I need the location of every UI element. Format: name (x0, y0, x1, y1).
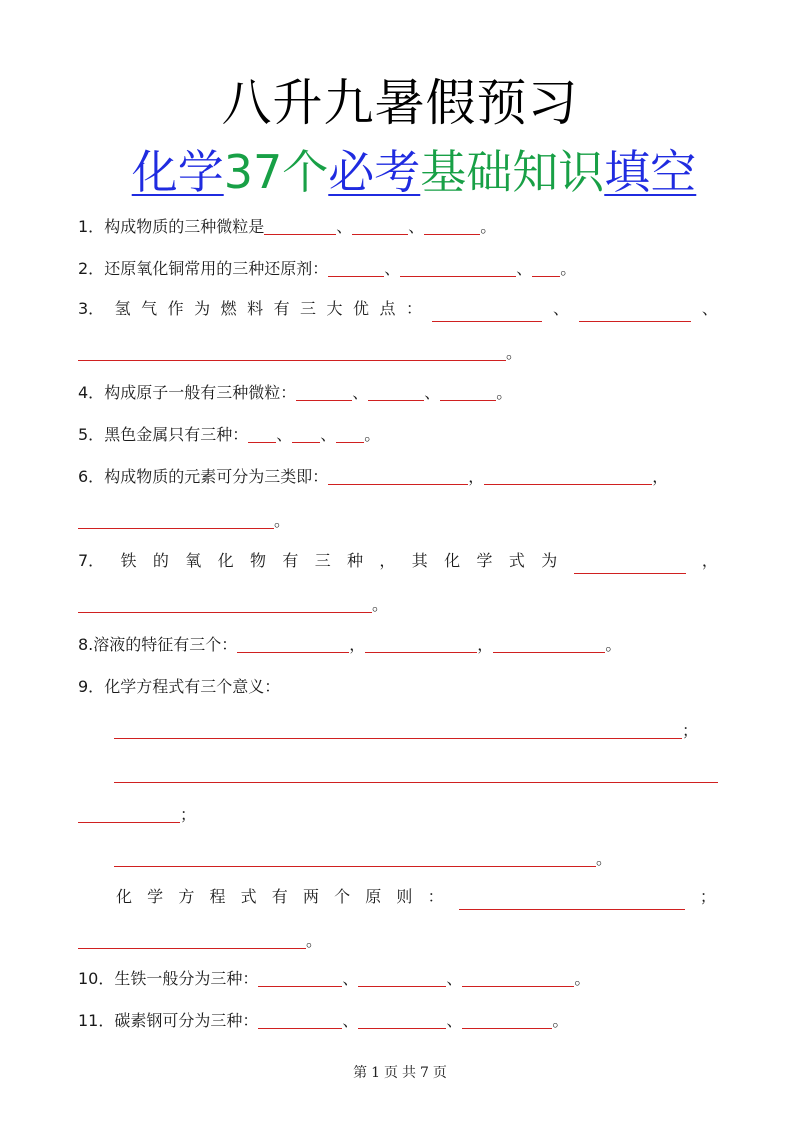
separator: 、 (446, 969, 463, 988)
subtitle-part-2: 37 (223, 145, 283, 199)
question-7-continued (78, 592, 718, 618)
question-3-continued (78, 340, 718, 366)
answer-blank[interactable] (365, 636, 477, 653)
question-word: 三 (300, 299, 317, 318)
separator: 、 (446, 1011, 463, 1030)
question-word: 其 (411, 551, 428, 570)
question-9-meaning-1 (114, 718, 754, 744)
question-word: 化 (217, 551, 234, 570)
period: 。 (552, 1011, 569, 1030)
period: 。 (274, 511, 291, 530)
question-word: 个 (334, 887, 351, 906)
question-3 (78, 296, 718, 322)
period: 。 (574, 969, 591, 988)
question-text: 生铁一般分为三种： (114, 969, 259, 988)
separator: ， (468, 467, 485, 486)
answer-blank[interactable] (78, 512, 274, 529)
separator: 、 (342, 1011, 359, 1030)
question-word: 点 (379, 299, 396, 318)
question-text: 构成原子一般有三种微粒： (104, 383, 297, 402)
separator: ； (699, 887, 716, 906)
question-word: 的 (152, 551, 169, 570)
question-9-meaning-3 (114, 846, 754, 872)
answer-blank[interactable] (258, 1012, 342, 1029)
question-5 (78, 422, 718, 448)
answer-blank[interactable] (237, 636, 349, 653)
question-text: 构成物质的三种微粒是 (104, 217, 265, 236)
question-word: ： (427, 887, 444, 906)
question-word: 有 (273, 299, 290, 318)
answer-blank[interactable] (484, 468, 652, 485)
answer-blank[interactable] (400, 260, 516, 277)
question-6-continued (78, 508, 718, 534)
question-word: 原 (365, 887, 382, 906)
total-pages: 7 (420, 1065, 429, 1081)
current-page-number: 1 (371, 1065, 380, 1081)
question-2 (78, 256, 718, 282)
answer-blank[interactable] (114, 850, 596, 867)
separator: ； (180, 805, 197, 824)
answer-blank[interactable] (358, 1012, 446, 1029)
answer-blank[interactable] (78, 806, 180, 823)
answer-blank[interactable] (328, 260, 384, 277)
separator: ， (477, 635, 494, 654)
question-number: 1． (78, 217, 105, 236)
period: 。 (480, 217, 497, 236)
subtitle-part-1: 化学 (131, 145, 224, 199)
question-word: 氢 (114, 299, 131, 318)
separator: ； (682, 721, 699, 740)
separator: 、 (342, 969, 359, 988)
question-word: ： (405, 299, 422, 318)
question-number: 11． (78, 1011, 115, 1030)
footer-text: 页 (384, 1065, 398, 1081)
answer-blank[interactable] (368, 384, 424, 401)
answer-blank[interactable] (328, 468, 468, 485)
question-text: 溶液的特征有三个： (93, 635, 238, 654)
separator: 、 (336, 217, 353, 236)
period: 。 (605, 635, 622, 654)
page-title: 八升九暑假预习 (221, 74, 579, 132)
answer-blank[interactable] (532, 260, 560, 277)
period: 。 (506, 343, 523, 362)
separator: 、 (424, 383, 441, 402)
question-number: 8. (78, 635, 94, 654)
question-word: 料 (247, 299, 264, 318)
separator: ， (652, 467, 669, 486)
answer-blank[interactable] (462, 970, 574, 987)
question-number: 4． (78, 383, 105, 402)
answer-blank[interactable] (579, 305, 691, 322)
question-word: 有 (282, 551, 299, 570)
question-9-principles-continued (78, 928, 718, 954)
question-10 (78, 966, 718, 992)
answer-blank[interactable] (336, 426, 364, 443)
question-6 (78, 464, 718, 490)
question-word: 式 (240, 887, 257, 906)
question-number: 5． (78, 425, 105, 444)
answer-blank[interactable] (114, 766, 718, 783)
answer-blank[interactable] (114, 722, 682, 739)
question-word: 种 (347, 551, 364, 570)
question-word: 化 (444, 551, 461, 570)
question-word: 则 (396, 887, 413, 906)
answer-blank[interactable] (358, 970, 446, 987)
question-word: 学 (147, 887, 164, 906)
footer-text: 第 (353, 1065, 368, 1081)
question-9-principles (116, 884, 716, 910)
period: 。 (596, 849, 613, 868)
question-number: 10． (78, 969, 115, 988)
answer-blank[interactable] (296, 384, 352, 401)
question-number: 2． (78, 259, 105, 278)
answer-blank[interactable] (462, 1012, 552, 1029)
question-word: 学 (476, 551, 493, 570)
separator: 、 (552, 299, 569, 318)
question-11 (78, 1008, 718, 1034)
question-word: ， (379, 551, 396, 570)
period: 。 (560, 259, 577, 278)
page-subtitle (0, 142, 800, 202)
question-9-meaning-2-continued (78, 802, 718, 828)
question-word: 有 (271, 887, 288, 906)
question-word: 三 (314, 551, 331, 570)
separator: 、 (320, 425, 337, 444)
separator: 、 (516, 259, 533, 278)
subtitle-part-3: 个 (282, 145, 329, 199)
answer-blank[interactable] (292, 426, 320, 443)
page-footer (0, 1062, 800, 1082)
period: 。 (496, 383, 513, 402)
separator: 、 (384, 259, 401, 278)
question-word: 化 (116, 887, 133, 906)
question-number: 7． (78, 551, 105, 570)
period: 。 (364, 425, 381, 444)
answer-blank[interactable] (440, 384, 496, 401)
separator: 、 (701, 299, 718, 318)
answer-blank[interactable] (264, 218, 336, 235)
answer-blank[interactable] (78, 932, 306, 949)
question-word: 氧 (185, 551, 202, 570)
question-number: 6． (78, 467, 105, 486)
question-word: 物 (249, 551, 266, 570)
answer-blank[interactable] (258, 970, 342, 987)
question-9 (78, 674, 718, 700)
question-word: 作 (167, 299, 184, 318)
subtitle-part-5: 基础知识 (420, 145, 605, 199)
separator: ， (349, 635, 366, 654)
question-number: 9． (78, 677, 105, 696)
footer-text: 页 (432, 1065, 447, 1081)
question-word: 式 (508, 551, 525, 570)
question-number: 3． (78, 299, 105, 318)
question-text: 黑色金属只有三种： (104, 425, 249, 444)
answer-blank[interactable] (352, 218, 408, 235)
question-word: 方 (178, 887, 195, 906)
question-word: 为 (194, 299, 211, 318)
question-word: 铁 (120, 551, 137, 570)
answer-blank[interactable] (574, 557, 686, 574)
subtitle-part-4: 必考 (328, 145, 421, 199)
answer-blank[interactable] (78, 344, 506, 361)
question-text: 构成物质的元素可分为三类即： (104, 467, 329, 486)
question-text: 碳素钢可分为三种： (114, 1011, 259, 1030)
subtitle-part-6: 填空 (604, 145, 697, 199)
question-7 (78, 548, 718, 574)
period: 。 (372, 595, 389, 614)
question-word: 程 (209, 887, 226, 906)
answer-blank[interactable] (248, 426, 276, 443)
separator: 、 (352, 383, 369, 402)
question-word: 为 (541, 551, 558, 570)
answer-blank[interactable] (78, 596, 372, 613)
question-1 (78, 214, 718, 240)
answer-blank[interactable] (493, 636, 605, 653)
separator: 、 (276, 425, 293, 444)
question-8 (78, 632, 718, 658)
question-word: 大 (326, 299, 343, 318)
question-4 (78, 380, 718, 406)
period: 。 (306, 931, 323, 950)
answer-blank[interactable] (432, 305, 542, 322)
question-text: 化学方程式有三个意义： (104, 677, 281, 696)
answer-blank[interactable] (424, 218, 480, 235)
separator: 、 (408, 217, 425, 236)
question-9-meaning-2 (114, 762, 754, 788)
answer-blank[interactable] (459, 893, 685, 910)
question-word: 两 (302, 887, 319, 906)
question-word: 燃 (220, 299, 237, 318)
question-text: 还原氧化铜常用的三种还原剂： (104, 259, 329, 278)
question-word: 气 (141, 299, 158, 318)
question-word: 优 (353, 299, 370, 318)
separator: ， (701, 551, 718, 570)
footer-text: 共 (402, 1065, 416, 1081)
